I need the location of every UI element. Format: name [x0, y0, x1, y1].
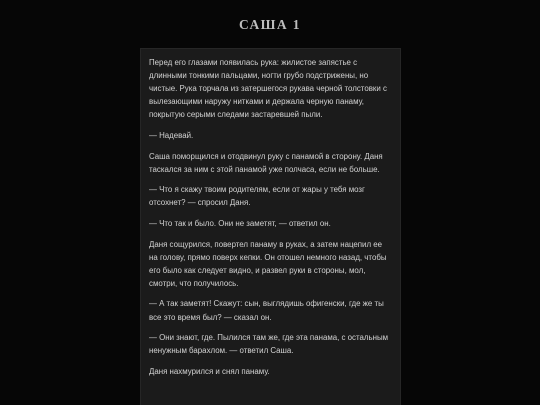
- story-paragraph: — Что я скажу твоим родителям, если от жары у тебя мозг отсохнет? — спросил Даня.: [149, 185, 365, 208]
- chapter-title: САША 1: [239, 17, 301, 32]
- story-paragraph: Саша поморщился и отодвинул руку с панамой в сторону. Даня таскался за ним с этой панамой уже полчаса, если не больше.: [149, 151, 383, 174]
- story-paragraph: — Что так и было. Они не заметят, — ответил он.: [149, 218, 331, 228]
- story-paragraph: — А так заметят! Скажут: сын, выглядишь офигенски, где же ты все это время был? — сказал он.: [149, 299, 384, 322]
- story-paragraph: Даня нахмурился и снял панаму.: [149, 366, 270, 376]
- story-text-panel: [140, 48, 401, 405]
- story-paragraph: Даня сощурился, повертел панаму в руках, а затем нацепил ее на голову, прямо поверх кепки. Он отошел немного назад, чтобы его было как следует видно, и развел руки в стороны, мол, смотри, что получилось.: [149, 239, 387, 288]
- story-paragraph: Перед его глазами появилась рука: жилистое запястье с длинными тонкими пальцами, ногти грубо подстрижены, но чистые. Рука торчала из затершегося рукава черной толстовки с вылезающими наружу нитками и держала черную панаму, покрытую серыми следами застаревшей пыли.: [149, 58, 387, 120]
- story-paragraph: — Надевай.: [149, 130, 194, 140]
- story-paragraph: — Они знают, где. Пылился там же, где эта панама, с остальным ненужным барахлом. — ответил Саша.: [149, 333, 389, 356]
